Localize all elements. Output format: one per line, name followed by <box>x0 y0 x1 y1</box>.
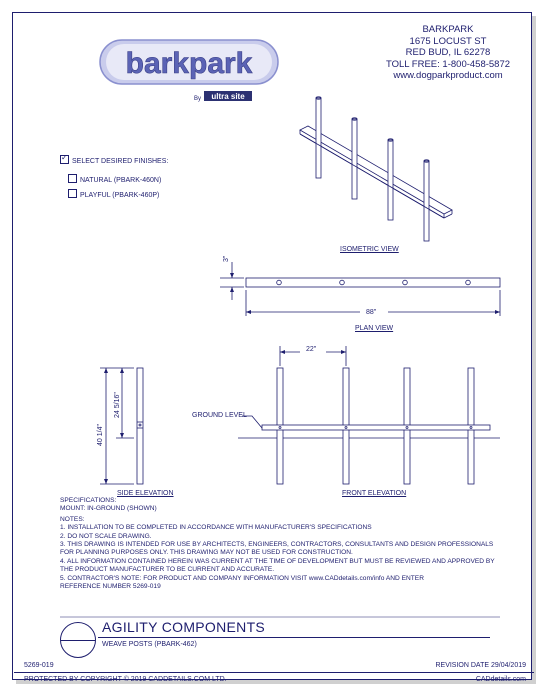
side-elevation-caption: SIDE ELEVATION <box>117 490 174 497</box>
drawing-number: 5269-019 <box>24 662 54 669</box>
overall-height-dimension: 40 1/4" <box>97 424 104 446</box>
note-item: FOR PLANNING PURPOSES ONLY. THIS DRAWING MAY NOT BE USED FOR CONSTRUCTION. <box>60 549 353 557</box>
notes-section <box>60 497 520 591</box>
note-item: 3. THIS DRAWING IS INTENDED FOR USE BY ARCHITECTS, ENGINEERS, CONTRACTORS, CONSULTANTS AND DESIGN PROFESSIONALS <box>60 541 494 549</box>
partner-logo: ultra site <box>211 92 245 101</box>
logo-by-text: By <box>193 96 201 102</box>
ground-level-label: GROUND LEVEL <box>192 412 247 419</box>
specifications-heading: SPECIFICATIONS: <box>60 497 117 504</box>
plan-length-dimension: 88" <box>366 309 377 316</box>
notes-heading: NOTES: <box>60 515 85 523</box>
plan-height-dimension: 3" <box>223 255 230 262</box>
note-item: 4. ALL INFORMATION CONTAINED HEREIN WAS CURRENT AT THE TIME OF DEVELOPMENT BUT MUST BE REVIEWED AND APPROVED BY <box>60 557 495 565</box>
company-website[interactable]: www.dogparkproduct.com <box>393 70 503 81</box>
front-elevation <box>238 346 500 484</box>
note-item: 2. DO NOT SCALE DRAWING. <box>60 532 152 540</box>
title-block-subtitle: WEAVE POSTS (PBARK-462) <box>102 641 197 648</box>
title-block-circle <box>60 622 96 658</box>
company-address-1: 1675 LOCUST ST <box>409 35 487 47</box>
finish-option-label: PLAYFUL (PBARK-460P) <box>80 192 160 199</box>
specification-mount: MOUNT: IN-GROUND (SHOWN) <box>60 505 157 513</box>
plan-view-caption: PLAN VIEW <box>355 325 394 332</box>
finish-option-label: NATURAL (PBARK-460N) <box>80 177 162 184</box>
note-item: 5. CONTRACTOR'S NOTE: FOR PRODUCT AND COMPANY INFORMATION VISIT www.CADdetails.com/info AND ENTER <box>60 574 424 582</box>
company-name: BARKPARK <box>422 24 474 35</box>
caddetails-link[interactable]: CADdetails.com <box>475 676 526 683</box>
note-item: THE PRODUCT MANUFACTURER TO BE CURRENT AND ACCURATE. <box>60 566 275 574</box>
front-elevation-caption: FRONT ELEVATION <box>342 490 407 497</box>
side-elevation <box>100 368 143 484</box>
note-item: 1. INSTALLATION TO BE COMPLETED IN ACCORDANCE WITH MANUFACTURER'S SPECIFICATIONS <box>60 524 372 532</box>
note-item: REFERENCE NUMBER 5269-019 <box>60 583 161 591</box>
company-phone: TOLL FREE: 1-800-458-5872 <box>385 58 511 70</box>
title-block-title: AGILITY COMPONENTS <box>102 619 266 635</box>
finish-heading: SELECT DESIRED FINISHES: <box>72 158 169 165</box>
post-spacing-dimension: 22" <box>306 346 317 353</box>
revision-date: REVISION DATE 29/04/2019 <box>435 662 526 669</box>
isometric-view-caption: ISOMETRIC VIEW <box>340 246 399 253</box>
above-ground-dimension: 24 5/16" <box>114 392 121 418</box>
copyright-notice: PROTECTED BY COPYRIGHT © 2019 CADDETAILS.COM LTD. <box>24 676 227 683</box>
plan-view <box>220 262 500 316</box>
title-divider <box>98 637 490 638</box>
company-address-2: RED BUD, IL 62278 <box>405 47 491 58</box>
footer-divider <box>14 672 534 673</box>
logo-wordmark: barkpark <box>125 47 253 80</box>
